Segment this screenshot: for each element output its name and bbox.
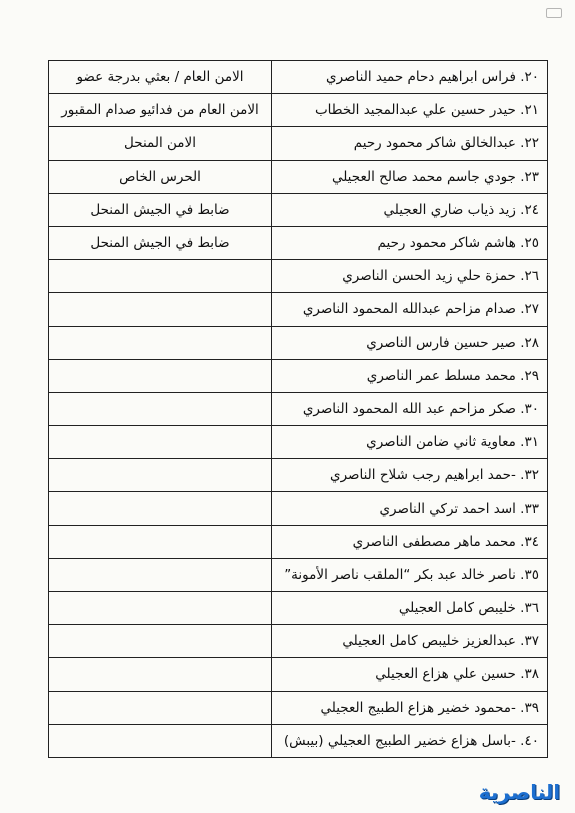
role-cell — [49, 625, 272, 658]
person-name-cell: ٣٤. محمد ماهر مصطفى الناصري — [272, 525, 548, 558]
person-name-cell: ٣٣. اسد احمد تركي الناصري — [272, 492, 548, 525]
table-row — [49, 61, 548, 94]
table-row — [49, 625, 548, 658]
person-name-cell: ٣٩. -محمود خضير هزاع الطبيج العجيلي — [272, 691, 548, 724]
person-name-cell: ٢٦. حمزة حلي زيد الحسن الناصري — [272, 260, 548, 293]
table-row — [49, 492, 548, 525]
table-row — [49, 658, 548, 691]
table-row — [49, 392, 548, 425]
table-row — [49, 326, 548, 359]
role-cell: الامن المنحل — [49, 127, 272, 160]
person-name-cell: ٣٧. عبدالعزيز خليبص كامل العجيلي — [272, 625, 548, 658]
role-cell: ضابط في الجيش المنحل — [49, 226, 272, 259]
corner-mark — [546, 8, 562, 18]
table-row — [49, 193, 548, 226]
table-row — [49, 226, 548, 259]
person-name-cell: ٢٢. عبدالخالق شاكر محمود رحيم — [272, 127, 548, 160]
role-cell — [49, 592, 272, 625]
person-name-cell: ٢٠. فراس ابراهيم دحام حميد الناصري — [272, 61, 548, 94]
person-name-cell: ٣١. معاوية ثاني ضامن الناصري — [272, 426, 548, 459]
role-cell — [49, 359, 272, 392]
site-logo: الناصرية — [478, 780, 561, 804]
person-name-cell: ٣٥. ناصر خالد عبد بكر “الملقب ناصر الأمونة” — [272, 558, 548, 591]
person-name-cell: ٢٧. صدام مزاحم عبدالله المحمود الناصري — [272, 293, 548, 326]
role-cell: ضابط في الجيش المنحل — [49, 193, 272, 226]
person-name-cell: ٢٣. جودي جاسم محمد صالح العجيلي — [272, 160, 548, 193]
person-name-cell: ٢٩. محمد مسلط عمر الناصري — [272, 359, 548, 392]
names-table — [48, 60, 548, 758]
role-cell — [49, 558, 272, 591]
table-row — [49, 127, 548, 160]
table-row — [49, 426, 548, 459]
person-name-cell: ٢٤. زيد ذياب ضاري العجيلي — [272, 193, 548, 226]
person-name-cell: ٣٦. خليبص كامل العجيلي — [272, 592, 548, 625]
table-row — [49, 293, 548, 326]
table-row — [49, 691, 548, 724]
person-name-cell: ٣٠. صكر مزاحم عبد الله المحمود الناصري — [272, 392, 548, 425]
table-row — [49, 359, 548, 392]
role-cell — [49, 525, 272, 558]
table-row — [49, 592, 548, 625]
role-cell — [49, 260, 272, 293]
role-cell — [49, 459, 272, 492]
person-name-cell: ٢٨. صير حسين فارس الناصري — [272, 326, 548, 359]
role-cell — [49, 724, 272, 757]
role-cell: الحرس الخاص — [49, 160, 272, 193]
role-cell — [49, 492, 272, 525]
role-cell — [49, 658, 272, 691]
person-name-cell: ٣٨. حسين علي هزاع العجيلي — [272, 658, 548, 691]
role-cell — [49, 426, 272, 459]
table-row — [49, 260, 548, 293]
table-row — [49, 724, 548, 757]
table-row — [49, 558, 548, 591]
role-cell: الامن العام / بعثي بدرجة عضو — [49, 61, 272, 94]
table-row — [49, 525, 548, 558]
person-name-cell: ٣٢. -حمد ابراهيم رجب شلاح الناصري — [272, 459, 548, 492]
role-cell — [49, 691, 272, 724]
table-row — [49, 160, 548, 193]
person-name-cell: ٤٠. -باسل هزاع خضير الطبيج العجيلي (بيبش) — [272, 724, 548, 757]
role-cell: الامن العام من فدائيو صدام المقبور — [49, 94, 272, 127]
person-name-cell: ٢١. حيدر حسين علي عبدالمجيد الخطاب — [272, 94, 548, 127]
role-cell — [49, 392, 272, 425]
role-cell — [49, 326, 272, 359]
table-row — [49, 459, 548, 492]
role-cell — [49, 293, 272, 326]
person-name-cell: ٢٥. هاشم شاكر محمود رحيم — [272, 226, 548, 259]
table-row — [49, 94, 548, 127]
